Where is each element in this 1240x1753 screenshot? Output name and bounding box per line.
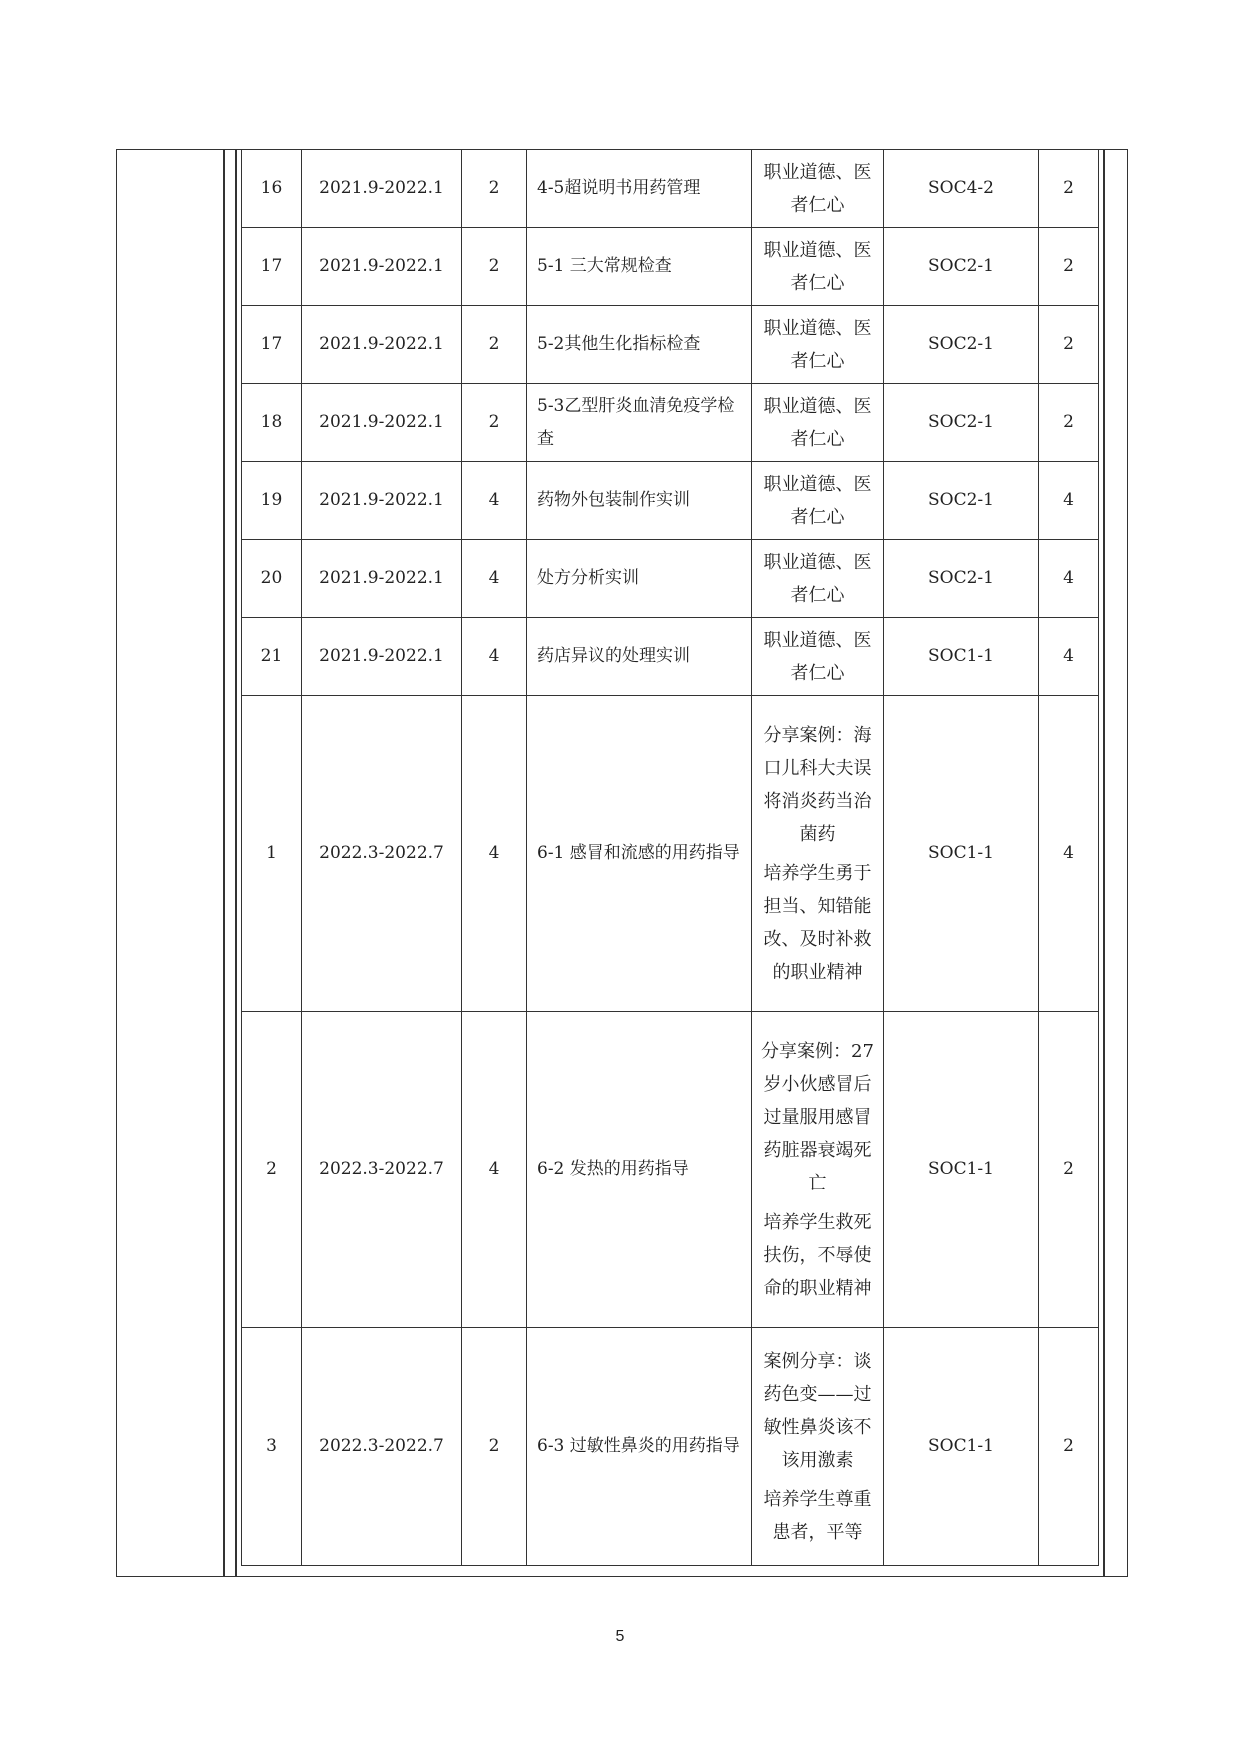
hours-cell: 2 xyxy=(462,228,527,306)
ideology-cell xyxy=(752,306,884,384)
week-cell: 20 xyxy=(242,540,302,618)
hours2-cell: 2 xyxy=(1039,150,1099,228)
table-row xyxy=(242,384,1099,462)
hours2-cell: 4 xyxy=(1039,618,1099,696)
week-cell: 16 xyxy=(242,150,302,228)
content-cell: 6-3 过敏性鼻炎的用药指导 xyxy=(527,1328,752,1566)
table-row xyxy=(242,618,1099,696)
target-cell: SOC2-1 xyxy=(884,540,1039,618)
target-cell: SOC2-1 xyxy=(884,462,1039,540)
table-row xyxy=(242,306,1099,384)
target-cell: SOC1-1 xyxy=(884,1328,1039,1566)
ideology-cell xyxy=(752,462,884,540)
hours-cell: 2 xyxy=(462,384,527,462)
content-cell: 6-2 发热的用药指导 xyxy=(527,1012,752,1328)
ideology-paragraph: 培养学生救死扶伤，不辱使命的职业精神 xyxy=(763,1211,872,1299)
target-cell: SOC1-1 xyxy=(884,1012,1039,1328)
period-cell: 2022.3-2022.7 xyxy=(302,1328,462,1566)
week-cell: 1 xyxy=(242,696,302,1012)
ideology-paragraph: 职业道德、医者仁心 xyxy=(763,239,872,294)
week-cell: 19 xyxy=(242,462,302,540)
week-cell: 2 xyxy=(242,1012,302,1328)
ideology-cell xyxy=(752,1012,884,1328)
content-cell: 6-1 感冒和流感的用药指导 xyxy=(527,696,752,1012)
hours2-cell: 2 xyxy=(1039,1012,1099,1328)
period-cell: 2021.9-2022.1 xyxy=(302,540,462,618)
target-cell: SOC4-2 xyxy=(884,150,1039,228)
content-cell: 4-5超说明书用药管理 xyxy=(527,150,752,228)
hours-cell: 2 xyxy=(462,150,527,228)
table-row xyxy=(242,696,1099,1012)
period-cell: 2021.9-2022.1 xyxy=(302,306,462,384)
content-cell: 5-2其他生化指标检查 xyxy=(527,306,752,384)
ideology-cell xyxy=(752,150,884,228)
ideology-cell xyxy=(752,228,884,306)
hours-cell: 4 xyxy=(462,618,527,696)
period-cell: 2021.9-2022.1 xyxy=(302,384,462,462)
content-cell: 5-1 三大常规检查 xyxy=(527,228,752,306)
table-row xyxy=(242,150,1099,228)
content-cell: 药物外包装制作实训 xyxy=(527,462,752,540)
target-cell: SOC2-1 xyxy=(884,228,1039,306)
table-row xyxy=(242,540,1099,618)
week-cell: 17 xyxy=(242,306,302,384)
ideology-cell xyxy=(752,540,884,618)
hours-cell: 4 xyxy=(462,462,527,540)
period-cell: 2021.9-2022.1 xyxy=(302,228,462,306)
teaching-schedule-table xyxy=(241,149,1099,1566)
hours2-cell: 2 xyxy=(1039,306,1099,384)
week-cell: 17 xyxy=(242,228,302,306)
ideology-paragraph: 分享案例：27岁小伙感冒后过量服用感冒药脏器衰竭死亡 xyxy=(761,1040,874,1194)
ideology-paragraph: 培养学生勇于担当、知错能改、及时补救的职业精神 xyxy=(763,862,872,983)
hours2-cell: 4 xyxy=(1039,462,1099,540)
week-cell: 21 xyxy=(242,618,302,696)
week-cell: 3 xyxy=(242,1328,302,1566)
period-cell: 2022.3-2022.7 xyxy=(302,1012,462,1328)
hours2-cell: 4 xyxy=(1039,540,1099,618)
table-row xyxy=(242,462,1099,540)
inner-table-left-border xyxy=(235,149,237,1577)
ideology-paragraph: 案例分享：谈药色变——过敏性鼻炎该不该用激素 xyxy=(763,1350,872,1471)
ideology-paragraph: 职业道德、医者仁心 xyxy=(763,161,872,216)
content-cell: 药店异议的处理实训 xyxy=(527,618,752,696)
ideology-paragraph: 分享案例：海口儿科大夫误将消炎药当治菌药 xyxy=(763,724,872,845)
hours2-cell: 2 xyxy=(1039,228,1099,306)
content-cell: 处方分析实训 xyxy=(527,540,752,618)
inner-table-right-border xyxy=(1103,149,1105,1577)
ideology-cell xyxy=(752,618,884,696)
ideology-paragraph: 职业道德、医者仁心 xyxy=(763,395,872,450)
period-cell: 2021.9-2022.1 xyxy=(302,462,462,540)
hours-cell: 4 xyxy=(462,696,527,1012)
period-cell: 2022.3-2022.7 xyxy=(302,696,462,1012)
hours-cell: 4 xyxy=(462,1012,527,1328)
hours2-cell: 2 xyxy=(1039,1328,1099,1566)
target-cell: SOC2-1 xyxy=(884,384,1039,462)
hours-cell: 4 xyxy=(462,540,527,618)
outer-left-column-divider xyxy=(223,149,225,1577)
hours2-cell: 4 xyxy=(1039,696,1099,1012)
week-cell: 18 xyxy=(242,384,302,462)
table-row xyxy=(242,228,1099,306)
ideology-paragraph: 职业道德、医者仁心 xyxy=(763,629,872,684)
ideology-cell xyxy=(752,384,884,462)
ideology-cell xyxy=(752,1328,884,1566)
ideology-cell xyxy=(752,696,884,1012)
period-cell: 2021.9-2022.1 xyxy=(302,618,462,696)
target-cell: SOC1-1 xyxy=(884,618,1039,696)
hours-cell: 2 xyxy=(462,1328,527,1566)
ideology-paragraph: 培养学生尊重患者，平等 xyxy=(763,1488,872,1543)
target-cell: SOC2-1 xyxy=(884,306,1039,384)
ideology-paragraph: 职业道德、医者仁心 xyxy=(763,317,872,372)
hours2-cell: 2 xyxy=(1039,384,1099,462)
table-row xyxy=(242,1012,1099,1328)
ideology-paragraph: 职业道德、医者仁心 xyxy=(763,551,872,606)
period-cell: 2021.9-2022.1 xyxy=(302,150,462,228)
table-row xyxy=(242,1328,1099,1566)
page-number: 5 xyxy=(615,1628,625,1645)
content-cell: 5-3乙型肝炎血清免疫学检查 xyxy=(527,384,752,462)
target-cell: SOC1-1 xyxy=(884,696,1039,1012)
hours-cell: 2 xyxy=(462,306,527,384)
ideology-paragraph: 职业道德、医者仁心 xyxy=(763,473,872,528)
